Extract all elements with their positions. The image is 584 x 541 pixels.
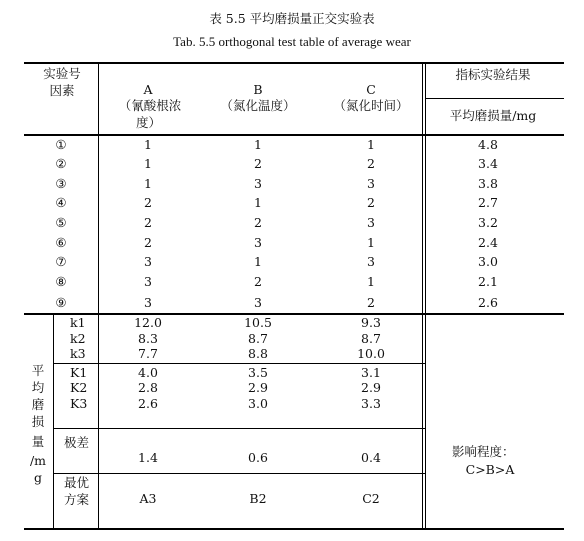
run-wear: 3.2 — [478, 215, 498, 230]
side-label-char: /m — [29, 453, 47, 468]
run-number: ⑦ — [55, 254, 67, 269]
side-label-char: 平 — [31, 363, 45, 378]
k2-a: 8.3 — [138, 331, 158, 346]
run-a: 2 — [144, 215, 152, 230]
run-wear: 3.0 — [478, 254, 498, 269]
influence-label: 影响程度： — [452, 444, 515, 459]
K2-label: K2 — [70, 380, 88, 395]
side-label-char: 量 — [31, 434, 45, 449]
factor-c-code: C — [366, 82, 376, 97]
run-c: 1 — [367, 137, 375, 152]
result-divider — [422, 62, 426, 529]
K1-b: 3.5 — [248, 365, 268, 380]
run-a: 1 — [144, 176, 152, 191]
k-rule — [53, 363, 425, 364]
analysis-label-divider — [98, 313, 99, 528]
run-a: 2 — [144, 195, 152, 210]
run-a: 1 — [144, 137, 152, 152]
k1-c: 9.3 — [361, 315, 381, 330]
range-rule — [53, 473, 425, 474]
factor-a-name-line2: 度） — [136, 115, 162, 130]
run-wear: 2.4 — [478, 235, 498, 250]
run-number: ⑤ — [55, 215, 67, 230]
run-number: ④ — [55, 195, 67, 210]
k2-b: 8.7 — [248, 331, 268, 346]
run-wear: 4.8 — [478, 137, 498, 152]
header-corner-bottom: 因素 — [49, 83, 75, 98]
range-a: 1.4 — [138, 450, 158, 465]
k3-c: 10.0 — [357, 346, 385, 361]
run-c: 1 — [367, 274, 375, 289]
run-c: 1 — [367, 235, 375, 250]
range-b: 0.6 — [248, 450, 268, 465]
factor-c-name: （氮化时间） — [333, 98, 409, 113]
run-a: 3 — [144, 274, 152, 289]
run-wear: 2.6 — [478, 295, 498, 310]
k1-a: 12.0 — [134, 315, 162, 330]
run-c: 3 — [367, 176, 375, 191]
run-number: ② — [55, 156, 67, 171]
run-c: 2 — [367, 195, 375, 210]
run-number: ③ — [55, 176, 67, 191]
run-b: 2 — [254, 215, 262, 230]
k2-label: k2 — [70, 331, 86, 346]
run-c: 2 — [367, 295, 375, 310]
table-caption-en: Tab. 5.5 orthogonal test table of average wear — [173, 34, 411, 49]
k3-a: 7.7 — [138, 346, 158, 361]
factor-a-name-line1: （氰酸根浓 — [118, 98, 182, 113]
header-rule — [24, 134, 564, 136]
top-rule — [24, 62, 564, 64]
run-wear: 3.8 — [478, 176, 498, 191]
factor-b-code: B — [253, 82, 263, 97]
K2-a: 2.8 — [138, 380, 158, 395]
run-b: 1 — [254, 254, 262, 269]
side-label-divider — [53, 313, 54, 528]
k3-label: k3 — [70, 346, 86, 361]
run-b: 3 — [254, 176, 262, 191]
run-b: 2 — [254, 156, 262, 171]
run-number: ⑧ — [55, 274, 67, 289]
side-label-char: 均 — [31, 380, 45, 395]
k1-b: 10.5 — [244, 315, 272, 330]
k2-c: 8.7 — [361, 331, 381, 346]
side-label-char: g — [33, 470, 43, 485]
K3-a: 2.6 — [138, 396, 158, 411]
run-number: ⑥ — [55, 235, 67, 250]
K2-c: 2.9 — [361, 380, 381, 395]
result-sub-rule — [425, 98, 564, 99]
run-b: 3 — [254, 235, 262, 250]
best-label-line1: 最优 — [64, 475, 90, 490]
run-c: 3 — [367, 215, 375, 230]
best-a: A3 — [139, 491, 157, 506]
run-wear: 2.7 — [478, 195, 498, 210]
col1-divider — [98, 62, 99, 313]
K3-c: 3.3 — [361, 396, 381, 411]
K1-label: K1 — [70, 365, 88, 380]
best-c: C2 — [362, 491, 380, 506]
range-label: 极差 — [64, 435, 90, 450]
K3-label: K3 — [70, 396, 88, 411]
k1-label: k1 — [70, 315, 86, 330]
result-title: 指标实验结果 — [455, 67, 531, 82]
run-b: 2 — [254, 274, 262, 289]
run-b: 1 — [254, 195, 262, 210]
k3-b: 8.8 — [248, 346, 268, 361]
factor-b-name: （氮化温度） — [220, 98, 296, 113]
factor-a-code: A — [143, 82, 153, 97]
result-subtitle: 平均磨损量/mg — [449, 108, 537, 123]
table-caption-cn: 表 5.5 平均磨损量正交实验表 — [209, 11, 375, 26]
run-a: 3 — [144, 254, 152, 269]
range-c: 0.4 — [361, 450, 381, 465]
K3-b: 3.0 — [248, 396, 268, 411]
K1-c: 3.1 — [361, 365, 381, 380]
run-number: ① — [55, 137, 67, 152]
best-b: B2 — [249, 491, 267, 506]
side-label-char: 损 — [31, 414, 45, 429]
run-a: 1 — [144, 156, 152, 171]
run-c: 3 — [367, 254, 375, 269]
best-label-line2: 方案 — [64, 492, 90, 507]
run-wear: 2.1 — [478, 274, 498, 289]
run-wear: 3.4 — [478, 156, 498, 171]
run-b: 1 — [254, 137, 262, 152]
run-c: 2 — [367, 156, 375, 171]
header-corner-top: 实验号 — [43, 66, 81, 81]
K2-b: 2.9 — [248, 380, 268, 395]
run-a: 2 — [144, 235, 152, 250]
side-label-char: 磨 — [31, 397, 45, 412]
run-b: 3 — [254, 295, 262, 310]
bottom-rule — [24, 528, 564, 530]
K-rule — [53, 428, 425, 429]
run-a: 3 — [144, 295, 152, 310]
influence-order: C>B>A — [465, 462, 515, 477]
runs-rule — [24, 313, 564, 315]
K1-a: 4.0 — [138, 365, 158, 380]
run-number: ⑨ — [55, 295, 67, 310]
